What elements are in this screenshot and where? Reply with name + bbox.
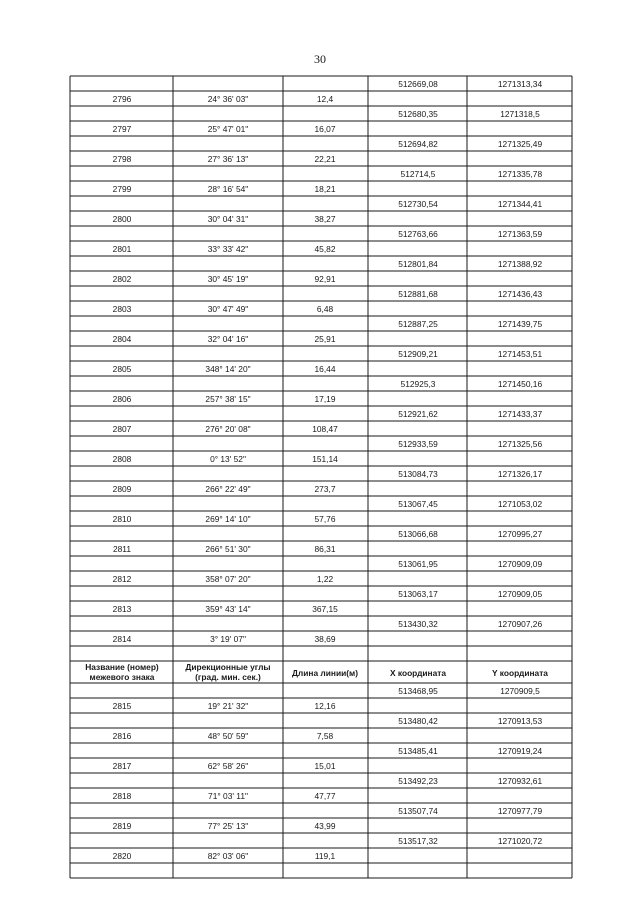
- line-length: 119,1: [314, 851, 336, 861]
- y-coordinate: 1270919,24: [497, 746, 543, 756]
- direction-angle: 0° 13' 52": [210, 454, 246, 464]
- line-length: 1,22: [316, 574, 334, 584]
- line-length: 367,15: [312, 604, 338, 614]
- direction-angle: 30° 45' 19": [207, 274, 249, 284]
- line-length: 57,76: [314, 514, 336, 524]
- y-coordinate: 1271439,75: [497, 319, 543, 329]
- y-coordinate: 1270909,5: [500, 686, 540, 696]
- y-coordinate: 1270995,27: [497, 529, 543, 539]
- y-coordinate: 1271326,17: [497, 469, 543, 479]
- x-coordinate: 513067,45: [398, 499, 438, 509]
- y-coordinate: 1271325,49: [497, 139, 543, 149]
- x-coordinate: 512763,66: [398, 229, 438, 239]
- x-coordinate: 512694,82: [398, 139, 438, 149]
- line-length: 7,58: [316, 731, 334, 741]
- direction-angle: 71° 03' 11": [208, 791, 248, 801]
- point-name: 2810: [112, 514, 132, 524]
- point-name: 2808: [112, 454, 132, 464]
- x-coordinate: 512680,35: [398, 109, 438, 119]
- y-coordinate: 1271313,34: [497, 79, 543, 89]
- direction-angle: 32° 04' 16": [207, 334, 249, 344]
- x-coordinate: 513084,73: [398, 469, 438, 479]
- x-coordinate: 512730,54: [398, 199, 438, 209]
- line-length: 15,01: [314, 761, 336, 771]
- header-x: X координата: [389, 668, 447, 678]
- direction-angle: 348° 14' 20": [205, 364, 251, 374]
- direction-angle: 48° 50' 59": [207, 731, 249, 741]
- direction-angle: 62° 58' 26": [207, 761, 249, 771]
- direction-angle: 30° 47' 49": [207, 304, 249, 314]
- x-coordinate: 513468,95: [398, 686, 438, 696]
- x-coordinate: 513507,74: [398, 806, 438, 816]
- direction-angle: 30° 04' 31": [207, 214, 249, 224]
- point-name: 2817: [112, 761, 132, 771]
- direction-angle: 266° 51' 30": [205, 544, 251, 554]
- x-coordinate: 512933,59: [398, 439, 438, 449]
- line-length: 86,31: [314, 544, 336, 554]
- direction-angle: 269° 14' 10": [205, 514, 251, 524]
- y-coordinate: 1270909,05: [497, 589, 543, 599]
- y-coordinate: 1270932,61: [497, 776, 543, 786]
- point-name: 2802: [112, 274, 132, 284]
- header-angle: Дирекционные углы: [185, 662, 271, 672]
- direction-angle: 3° 19' 07": [210, 634, 246, 644]
- point-name: 2820: [112, 851, 132, 861]
- header-y: Y координата: [492, 668, 548, 678]
- y-coordinate: 1270909,09: [497, 559, 543, 569]
- x-coordinate: 513430,32: [398, 619, 438, 629]
- point-name: 2809: [112, 484, 132, 494]
- point-name: 2804: [112, 334, 132, 344]
- direction-angle: 33° 33' 42": [207, 244, 249, 254]
- point-name: 2813: [112, 604, 132, 614]
- line-length: 6,48: [316, 304, 334, 314]
- point-name: 2818: [112, 791, 132, 801]
- direction-angle: 276° 20' 08": [205, 424, 251, 434]
- point-name: 2805: [112, 364, 132, 374]
- point-name: 2814: [112, 634, 132, 644]
- y-coordinate: 1271053,02: [497, 499, 543, 509]
- direction-angle: 358° 07' 20": [205, 574, 251, 584]
- x-coordinate: 512669,08: [398, 79, 438, 89]
- direction-angle: 77° 25' 13": [207, 821, 249, 831]
- page-number: 30: [314, 52, 326, 66]
- direction-angle: 257° 38' 15": [205, 394, 251, 404]
- x-coordinate: 513063,17: [398, 589, 438, 599]
- point-name: 2807: [112, 424, 132, 434]
- point-name: 2812: [112, 574, 132, 584]
- line-length: 17,19: [314, 394, 336, 404]
- x-coordinate: 512925,3: [400, 379, 436, 389]
- point-name: 2815: [112, 701, 132, 711]
- x-coordinate: 512921,62: [398, 409, 438, 419]
- line-length: 92,91: [314, 274, 336, 284]
- line-length: 25,91: [314, 334, 336, 344]
- line-length: 16,07: [314, 124, 336, 134]
- y-coordinate: 1271363,59: [497, 229, 543, 239]
- x-coordinate: 513061,95: [398, 559, 438, 569]
- direction-angle: 27° 36' 13": [207, 154, 249, 164]
- point-name: 2819: [112, 821, 132, 831]
- direction-angle: 28° 16' 54": [207, 184, 249, 194]
- header-name: межевого знака: [89, 672, 155, 682]
- x-coordinate: 513492,23: [398, 776, 438, 786]
- x-coordinate: 512909,21: [398, 349, 438, 359]
- direction-angle: 25° 47' 01": [207, 124, 249, 134]
- point-name: 2811: [112, 544, 132, 554]
- x-coordinate: 513517,32: [398, 836, 438, 846]
- y-coordinate: 1270977,79: [497, 806, 543, 816]
- line-length: 18,21: [314, 184, 336, 194]
- direction-angle: 24° 36' 03": [207, 94, 249, 104]
- line-length: 47,77: [314, 791, 336, 801]
- point-name: 2799: [112, 184, 132, 194]
- x-coordinate: 512881,68: [398, 289, 438, 299]
- point-name: 2796: [112, 94, 132, 104]
- point-name: 2803: [112, 304, 132, 314]
- y-coordinate: 1271020,72: [497, 836, 543, 846]
- x-coordinate: 513066,68: [398, 529, 438, 539]
- direction-angle: 82° 03' 06": [207, 851, 249, 861]
- point-name: 2797: [112, 124, 132, 134]
- direction-angle: 19° 21' 32": [207, 701, 249, 711]
- y-coordinate: 1271318,5: [500, 109, 540, 119]
- line-length: 12,4: [316, 94, 334, 104]
- line-length: 45,82: [314, 244, 336, 254]
- direction-angle: 359° 43' 14": [205, 604, 251, 614]
- point-name: 2798: [112, 154, 132, 164]
- point-name: 2806: [112, 394, 132, 404]
- y-coordinate: 1270913,53: [497, 716, 543, 726]
- x-coordinate: 512887,25: [398, 319, 438, 329]
- line-length: 38,27: [314, 214, 336, 224]
- point-name: 2800: [112, 214, 132, 224]
- y-coordinate: 1271453,51: [497, 349, 543, 359]
- line-length: 16,44: [314, 364, 336, 374]
- line-length: 22,21: [314, 154, 336, 164]
- y-coordinate: 1271450,16: [497, 379, 543, 389]
- x-coordinate: 513485,41: [398, 746, 438, 756]
- header-name: Название (номер): [85, 662, 159, 672]
- line-length: 12,16: [314, 701, 336, 711]
- y-coordinate: 1271344,41: [497, 199, 543, 209]
- line-length: 43,99: [314, 821, 336, 831]
- x-coordinate: 512801,84: [398, 259, 438, 269]
- header-angle: (град. мин. сек.): [195, 672, 261, 682]
- direction-angle: 266° 22' 49": [205, 484, 251, 494]
- y-coordinate: 1271335,78: [497, 169, 543, 179]
- line-length: 38,69: [314, 634, 336, 644]
- header-length: Длина линии(м): [291, 668, 359, 678]
- line-length: 151,14: [312, 454, 338, 464]
- y-coordinate: 1271433,37: [497, 409, 543, 419]
- y-coordinate: 1270907,26: [497, 619, 543, 629]
- point-name: 2816: [112, 731, 132, 741]
- x-coordinate: 512714,5: [400, 169, 436, 179]
- point-name: 2801: [112, 244, 132, 254]
- x-coordinate: 513480,42: [398, 716, 438, 726]
- line-length: 108,47: [312, 424, 338, 434]
- y-coordinate: 1271436,43: [497, 289, 543, 299]
- y-coordinate: 1271388,92: [497, 259, 543, 269]
- y-coordinate: 1271325,56: [497, 439, 543, 449]
- line-length: 273,7: [314, 484, 336, 494]
